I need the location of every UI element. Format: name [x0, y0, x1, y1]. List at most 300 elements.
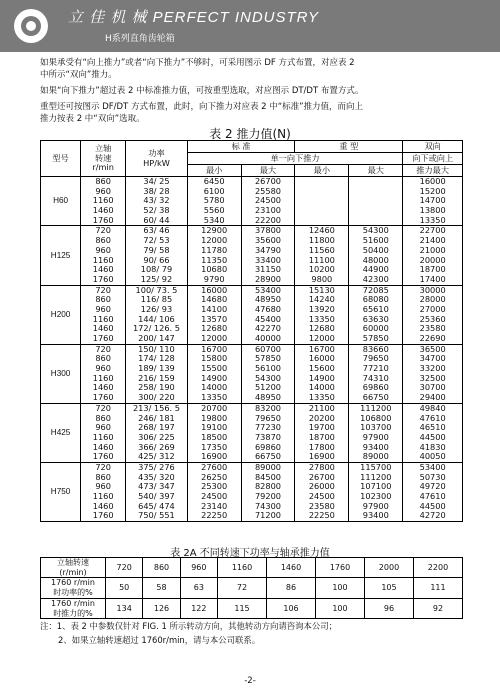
heavy_min-value: 19700 [308, 422, 335, 433]
std_max-value: 71200 [254, 510, 282, 521]
heavy_min-value [295, 177, 348, 187]
heavy_max-value: 97900 [362, 500, 389, 511]
std_min-value: 19800 [201, 412, 228, 423]
std_min-cell [187, 226, 241, 285]
bi-value: 33200 [419, 363, 446, 374]
bi-value: 46510 [419, 422, 446, 433]
heavy_min-value: 14000 [308, 382, 335, 393]
std_min-cell [187, 285, 241, 344]
speeds-cell: 2000 [364, 558, 413, 578]
model-cell: H60 [41, 177, 81, 226]
std_max-value: 48950 [254, 294, 282, 305]
heavy_min-value: 24500 [308, 491, 335, 501]
heavy_max-value: 103700 [360, 422, 392, 433]
row-label: 立轴转速 (r/min) [41, 558, 106, 578]
std_max-value: 56100 [254, 363, 282, 374]
std_max-value: 54300 [254, 372, 282, 383]
std_max-cell [241, 285, 295, 344]
bi-value: 18700 [419, 264, 446, 275]
header-single-down: 单一向下推力 [187, 153, 403, 165]
std_max-value: 48950 [254, 392, 282, 403]
power-value: 100/ 73. 5 [135, 284, 178, 295]
speeds-value: 960 [95, 303, 111, 314]
std_max-value: 53400 [254, 284, 282, 295]
table-row [41, 558, 463, 578]
heavy_min-value: 26000 [308, 481, 335, 492]
power-value: 79/ 58 [143, 244, 170, 255]
std_max-value: 73870 [254, 431, 282, 442]
std_max-value: 24500 [254, 195, 282, 206]
power-cell [126, 177, 188, 226]
std_min-value: 25300 [201, 481, 228, 492]
thrust_pct-cell: 115 [218, 598, 267, 618]
speeds-cell [81, 285, 126, 344]
power-value: 750/ 551 [138, 510, 175, 521]
heavy_min-cell [295, 403, 349, 462]
model-cell: H125 [41, 226, 81, 285]
bi-value: 44500 [419, 431, 446, 442]
speeds-value: 1160 [92, 195, 114, 206]
row-label: 1760 r/min 时功率的% [41, 578, 106, 598]
series-title: H系列直角齿轮箱 [105, 34, 175, 44]
heavy_max-value: 111200 [360, 471, 392, 482]
header-power: 功率 HP/kW [126, 141, 188, 177]
heavy_min-value: 10200 [308, 264, 335, 275]
speeds-cell: 1460 [267, 558, 316, 578]
power-cell [126, 285, 188, 344]
heavy_max-cell [349, 462, 403, 521]
speeds-value: 1460 [92, 205, 114, 216]
std_min-value: 24500 [201, 491, 228, 501]
table-row [41, 344, 463, 403]
std_min-value: 16900 [201, 451, 228, 462]
bi-cell [403, 403, 463, 462]
bi-value: 16000 [419, 176, 446, 186]
bi-value: 29400 [419, 392, 446, 403]
heavy_max-value: 89000 [362, 451, 389, 462]
speeds-cell: 720 [106, 558, 143, 578]
bi-value: 14700 [419, 195, 446, 206]
heavy_min-value: 11100 [308, 254, 335, 265]
bi-value: 49720 [419, 481, 446, 492]
std_min-value: 5340 [203, 214, 225, 225]
std_min-value: 13350 [201, 392, 228, 403]
std_min-value: 12000 [201, 333, 228, 343]
std_min-value: 9790 [203, 273, 225, 284]
heavy_max-value: 83660 [362, 343, 389, 354]
heavy_max-value: 111200 [360, 402, 392, 413]
heavy_max-value: 69860 [362, 382, 389, 393]
std_max-value: 34790 [254, 244, 282, 255]
heavy_max-value: 93400 [362, 441, 389, 452]
heavy_min-value: 15600 [308, 363, 335, 374]
heavy_max-value: 72085 [362, 284, 389, 295]
power_pct-cell: 86 [267, 578, 316, 598]
heavy_max-value [349, 187, 402, 197]
heavy_max-value: 50400 [362, 244, 389, 255]
std_min-value: 23140 [201, 500, 228, 511]
header-model: 型号 [41, 141, 81, 177]
std_max-cell [241, 344, 295, 403]
row-label: 1760 r/min 时推力的% [41, 598, 106, 618]
std_max-value: 66750 [254, 451, 282, 462]
std_max-value: 74300 [254, 500, 282, 511]
bi-value: 25360 [419, 313, 446, 324]
bi-cell [403, 177, 463, 226]
heavy_min-value: 22250 [308, 510, 335, 521]
speeds-cell: 2200 [413, 558, 462, 578]
bi-value: 27000 [419, 303, 446, 314]
paragraph-line: 如果“向下推力”超过表 2 中标准推力值，可按重型选取，对应图示 DT/DT 布置方式。 [40, 86, 364, 96]
std_max-value: 77230 [254, 422, 282, 433]
heavy_min-value: 13350 [308, 392, 335, 403]
table-row [41, 226, 463, 285]
heavy_min-value: 26700 [308, 471, 335, 482]
heavy_max-value: 102300 [360, 491, 392, 501]
speeds-cell [81, 177, 126, 226]
std_min-value: 14680 [201, 294, 228, 305]
std_min-cell [187, 177, 241, 226]
speeds-value: 1760 [92, 451, 114, 462]
bi-value: 44500 [419, 500, 446, 511]
std_min-value: 27600 [201, 461, 228, 472]
power_pct-cell: 72 [218, 578, 267, 598]
std_max-value: 37800 [254, 225, 282, 236]
std_min-value: 19100 [201, 422, 228, 433]
header-standard: 标 准 [187, 141, 295, 153]
std_min-value: 5560 [203, 205, 225, 216]
heavy_max-value: 60000 [362, 323, 389, 334]
power-cell [126, 344, 188, 403]
bi-cell [403, 226, 463, 285]
speeds-value: 860 [95, 353, 111, 364]
std_min-value: 18500 [201, 431, 228, 442]
heavy_max-value: 79650 [362, 353, 389, 364]
std_min-value: 14900 [201, 372, 228, 383]
speeds-value: 720 [95, 461, 111, 472]
power-value: 540/ 397 [138, 491, 175, 501]
power-value: 435/ 320 [138, 471, 175, 482]
std_max-value: 31150 [254, 264, 282, 275]
speeds-cell: 860 [143, 558, 180, 578]
bi-value: 53400 [419, 461, 446, 472]
power-value: 60/ 44 [143, 214, 170, 225]
speeds-value: 1460 [92, 323, 114, 334]
heavy_max-value: 57850 [362, 333, 389, 343]
bi-cell [403, 462, 463, 521]
speeds-value: 720 [95, 402, 111, 413]
bi-value: 47610 [419, 491, 446, 501]
heavy_min-cell [295, 177, 349, 226]
power-value: 52/ 38 [143, 205, 170, 216]
std_min-value: 17350 [201, 441, 228, 452]
std_max-value: 89000 [254, 461, 282, 472]
power_pct-cell: 100 [316, 578, 365, 598]
speeds-value: 1760 [92, 214, 114, 225]
model-cell: H425 [41, 403, 81, 462]
std_min-value: 26250 [201, 471, 228, 482]
speeds-value: 1460 [92, 264, 114, 275]
power-cell [126, 462, 188, 521]
std_max-value: 23100 [254, 205, 282, 216]
power-value: 268/ 197 [138, 422, 175, 433]
table-row [41, 177, 463, 226]
thrust_pct-cell: 96 [364, 598, 413, 618]
std_max-value: 42270 [254, 323, 282, 334]
power_pct-cell: 50 [106, 578, 143, 598]
std_max-value: 83200 [254, 402, 282, 413]
bi-value: 49840 [419, 402, 446, 413]
heavy_min-value: 16900 [308, 451, 335, 462]
heavy_min-value [295, 196, 348, 206]
table-row [41, 403, 463, 462]
std_min-value: 20700 [201, 402, 228, 413]
power-value: 72/ 53 [143, 235, 170, 246]
std_max-value: 82800 [254, 481, 282, 492]
power-value: 306/ 225 [138, 431, 175, 442]
std_max-value: 40000 [254, 333, 282, 343]
bi-value: 15200 [419, 185, 446, 196]
thrust_pct-cell: 126 [143, 598, 180, 618]
table-row [41, 462, 463, 521]
heavy_max-cell [349, 177, 403, 226]
heavy_max-value: 65610 [362, 303, 389, 314]
speeds-value: 720 [95, 343, 111, 354]
heavy_max-value: 74310 [362, 372, 389, 383]
model-cell: H300 [41, 344, 81, 403]
std_max-value: 47680 [254, 303, 282, 314]
std_min-value: 12000 [201, 235, 228, 246]
heavy_max-value: 107100 [360, 481, 392, 492]
std_max-value: 25580 [254, 185, 282, 196]
power-value: 150/ 110 [138, 343, 175, 354]
std_max-value: 79650 [254, 412, 282, 423]
std_min-value: 16000 [201, 284, 228, 295]
std_min-value: 15500 [201, 363, 228, 374]
speeds-value: 960 [95, 422, 111, 433]
std_min-value: 6450 [203, 176, 225, 186]
speed-factor-table [40, 557, 463, 619]
brand-name: 立 佳 机 械 PERFECT INDUSTRY [68, 9, 319, 26]
speeds-cell: 1760 [316, 558, 365, 578]
speeds-value: 1460 [92, 382, 114, 393]
std_max-cell [241, 462, 295, 521]
power-value: 425/ 312 [138, 451, 175, 462]
bi-value: 41830 [419, 441, 446, 452]
bi-value: 36500 [419, 343, 446, 354]
std_min-value: 15800 [201, 353, 228, 364]
heavy_max-value: 77210 [362, 363, 389, 374]
speeds-value: 960 [95, 244, 111, 255]
std_max-cell [241, 177, 295, 226]
speeds-value: 1160 [92, 372, 114, 383]
power-value: 645/ 474 [138, 500, 175, 511]
heavy_min-value: 16700 [308, 343, 335, 354]
paragraph-line: 中所示“双向”推力。 [40, 70, 117, 80]
heavy_max-value [349, 177, 402, 187]
bi-value: 22690 [419, 333, 446, 343]
heavy_min-value: 12680 [308, 323, 335, 334]
paragraph-line: 重型还可按图示 DF/DT 方式布置，此时，向下推力对应表 2 中“标准”推力值，而向上 [40, 102, 364, 112]
std_max-value: 79200 [254, 491, 282, 501]
power-value: 90/ 66 [143, 254, 170, 265]
power-value: 258/ 190 [138, 382, 175, 393]
std_min-cell [187, 403, 241, 462]
heavy_min-value: 14240 [308, 294, 335, 305]
std_max-value: 69860 [254, 441, 282, 452]
std_max-value: 57850 [254, 353, 282, 364]
std_min-value: 11780 [201, 244, 228, 255]
std_max-value: 26700 [254, 176, 282, 186]
heavy_min-value: 13920 [308, 303, 335, 314]
heavy_min-value [295, 216, 348, 226]
speeds-cell [81, 462, 126, 521]
header-bidirectional: 双向 [403, 141, 463, 153]
note-line: 2、如果立轴转速超过 1760r/min，请与本公司联系。 [58, 635, 261, 645]
bi-value: 28000 [419, 294, 446, 305]
speeds-value: 720 [95, 225, 111, 236]
bi-value: 34700 [419, 353, 446, 364]
power_pct-cell: 111 [413, 578, 462, 598]
heavy_min-value: 12000 [308, 333, 335, 343]
heavy_min-value: 9800 [311, 273, 333, 284]
bi-cell [403, 344, 463, 403]
model-cell: H750 [41, 462, 81, 521]
speeds-cell [81, 403, 126, 462]
bi-value: 13350 [419, 214, 446, 225]
heavy_min-value: 16000 [308, 353, 335, 364]
heavy_max-value: 115700 [360, 461, 392, 472]
std_max-cell [241, 403, 295, 462]
std_max-value: 45400 [254, 313, 282, 324]
speeds-value: 860 [95, 235, 111, 246]
header-heavy: 重 型 [295, 141, 403, 153]
power-value: 172/ 126. 5 [132, 323, 180, 334]
power-value: 174/ 128 [138, 353, 175, 364]
heavy_max-value: 97900 [362, 431, 389, 442]
heavy_min-value: 20200 [308, 412, 335, 423]
heavy_min-value [295, 206, 348, 216]
std_min-value: 11350 [201, 254, 228, 265]
table-row [41, 578, 463, 598]
power_pct-cell: 105 [364, 578, 413, 598]
heavy_max-value [349, 196, 402, 206]
heavy_min-value: 12460 [308, 225, 335, 236]
power_pct-cell: 63 [180, 578, 217, 598]
std_max-value: 22200 [254, 214, 282, 225]
page-header [0, 0, 500, 52]
heavy_max-cell [349, 403, 403, 462]
power-value: 38/ 28 [143, 185, 170, 196]
std_min-cell [187, 344, 241, 403]
heavy_min-value: 14900 [308, 372, 335, 383]
bi-value: 13800 [419, 205, 446, 216]
power-value: 63/ 46 [143, 225, 170, 236]
power-cell [126, 226, 188, 285]
power-value: 43/ 32 [143, 195, 170, 206]
heavy_max-value: 54300 [362, 225, 389, 236]
heavy_max-value: 63630 [362, 313, 389, 324]
speeds-value: 1760 [92, 510, 114, 521]
bi-value: 20000 [419, 254, 446, 265]
speeds-value: 1760 [92, 273, 114, 284]
thrust_pct-cell: 100 [316, 598, 365, 618]
speeds-value: 860 [95, 412, 111, 423]
heavy_min-cell [295, 344, 349, 403]
std_min-value: 10680 [201, 264, 228, 275]
power-value: 108/ 79 [140, 264, 173, 275]
thrust_pct-cell: 92 [413, 598, 462, 618]
std_min-value: 14000 [201, 382, 228, 393]
std_max-value: 35600 [254, 235, 282, 246]
heavy_min-value: 27800 [308, 461, 335, 472]
power-value: 125/ 92 [140, 273, 173, 284]
heavy_min-value [295, 187, 348, 197]
std_max-value: 60700 [254, 343, 282, 354]
speeds-value: 860 [95, 471, 111, 482]
table2a-title: 表 2A 不同转速下功率与轴承推力值 [170, 548, 330, 559]
std_max-value: 33400 [254, 254, 282, 265]
bi-value: 21400 [419, 235, 446, 246]
speeds-value: 860 [95, 294, 111, 305]
bi-value: 40050 [419, 451, 446, 462]
bi-value: 42720 [419, 510, 446, 521]
power-value: 126/ 93 [140, 303, 173, 314]
bi-value: 32500 [419, 372, 446, 383]
speeds-value: 960 [95, 481, 111, 492]
heavy_min-cell [295, 462, 349, 521]
power-value: 116/ 85 [140, 294, 173, 305]
speeds-cell [81, 226, 126, 285]
header-max-thrust: 推力最大 [403, 165, 463, 177]
heavy_max-value: 93400 [362, 510, 389, 521]
std_max-value: 84500 [254, 471, 282, 482]
speeds-value: 960 [95, 363, 111, 374]
heavy_max-value: 51600 [362, 235, 389, 246]
power-value: 144/ 106 [138, 313, 175, 324]
std_max-cell [241, 226, 295, 285]
speeds-value: 1160 [92, 491, 114, 501]
bi-value: 21000 [419, 244, 446, 255]
std_min-value: 22250 [201, 510, 228, 521]
header-min: 最小 [187, 165, 241, 177]
power-value: 189/ 139 [138, 363, 175, 374]
heavy_min-cell [295, 285, 349, 344]
std_min-value: 12900 [201, 225, 228, 236]
bi-value: 47610 [419, 412, 446, 423]
heavy_max-value [349, 206, 402, 216]
bi-value: 50730 [419, 471, 446, 482]
speeds-value: 1160 [92, 431, 114, 442]
power-value: 375/ 276 [138, 461, 175, 472]
heavy_max-value: 48000 [362, 254, 389, 265]
bi-value: 30700 [419, 382, 446, 393]
heavy_min-value: 17800 [308, 441, 335, 452]
std_min-value: 5780 [203, 195, 225, 206]
speeds-value: 860 [95, 176, 111, 186]
bi-value: 17400 [419, 273, 446, 284]
power-value: 366/ 269 [138, 441, 175, 452]
power_pct-cell: 58 [143, 578, 180, 598]
thrust_pct-cell: 106 [267, 598, 316, 618]
speeds-cell: 1160 [218, 558, 267, 578]
page-number: -2- [244, 676, 256, 686]
thrust-table [40, 140, 463, 522]
std_min-value: 6100 [203, 185, 225, 196]
heavy_min-value: 23580 [308, 500, 335, 511]
table2-title: 表 2 推力值(N) [209, 127, 291, 141]
std_min-value: 16700 [201, 343, 228, 354]
